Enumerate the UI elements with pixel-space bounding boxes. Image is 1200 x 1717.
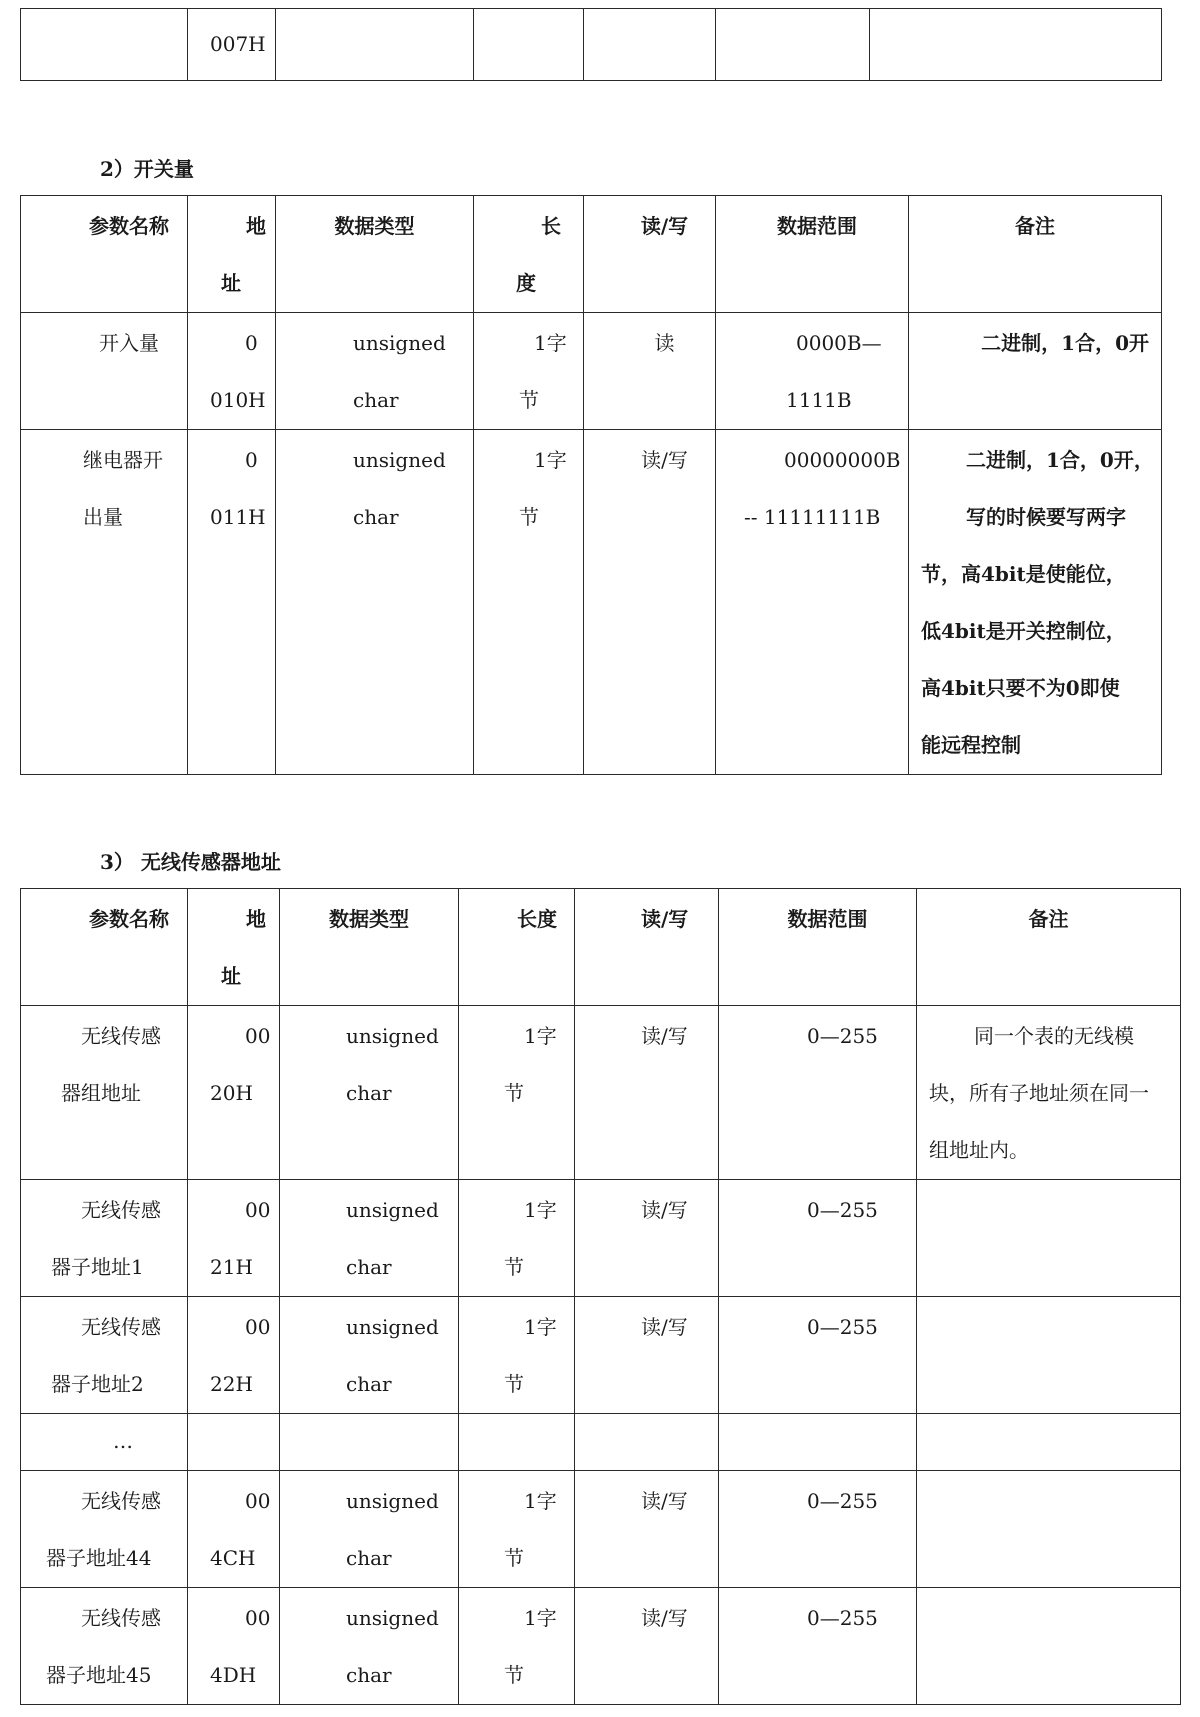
cell-range: 0—255 <box>719 1180 917 1297</box>
cell-name: 无线传感 器组地址 <box>21 1006 188 1180</box>
cell-length: 1字 节 <box>474 313 584 430</box>
cell <box>575 1414 719 1471</box>
cell <box>459 1414 575 1471</box>
cell-range: 0—255 <box>719 1471 917 1588</box>
table-row <box>21 313 1162 430</box>
section-3-title: 3） 无线传感器地址 <box>100 850 281 874</box>
cell-name: 无线传感 器子地址2 <box>21 1297 188 1414</box>
cell-address: 00 21H <box>188 1180 280 1297</box>
cell-length: 1字 节 <box>459 1180 575 1297</box>
cell-type: unsigned char <box>280 1180 459 1297</box>
cell-note: 二进制，1合，0开 <box>909 313 1162 430</box>
cell <box>716 9 870 81</box>
cell-rw: 读/写 <box>575 1297 719 1414</box>
switch-table <box>20 195 1162 775</box>
header-type: 数据类型 <box>280 889 459 1006</box>
cell-length: 1字 节 <box>459 1588 575 1705</box>
cell-name: … <box>21 1414 188 1471</box>
cell <box>584 9 716 81</box>
cell-address: 00 4DH <box>188 1588 280 1705</box>
cell-rw: 读 <box>584 313 716 430</box>
cell-range: 0000B— 1111B <box>716 313 909 430</box>
header-name: 参数名称 <box>21 196 188 313</box>
cell-name: 无线传感 器子地址44 <box>21 1471 188 1588</box>
cell-type: unsigned char <box>280 1006 459 1180</box>
cell <box>188 1414 280 1471</box>
header-length: 长 度 <box>474 196 584 313</box>
table-row <box>21 1471 1181 1588</box>
header-length: 长度 <box>459 889 575 1006</box>
header-rw: 读/写 <box>575 889 719 1006</box>
cell-type: unsigned char <box>280 1471 459 1588</box>
cell-note: 同一个表的无线模 块，所有子地址须在同一 组地址内。 <box>917 1006 1181 1180</box>
cell-length: 1字 节 <box>459 1471 575 1588</box>
table-row <box>21 1588 1181 1705</box>
header-name: 参数名称 <box>21 889 188 1006</box>
cell-type: unsigned char <box>280 1297 459 1414</box>
cell-type: unsigned char <box>276 313 474 430</box>
cell-rw: 读/写 <box>584 430 716 775</box>
cell-length: 1字 节 <box>474 430 584 775</box>
table-row <box>21 1006 1181 1180</box>
section-2-title: 2）开关量 <box>100 157 194 181</box>
cell-note <box>917 1471 1181 1588</box>
header-note: 备注 <box>909 196 1162 313</box>
cell-type: unsigned char <box>280 1588 459 1705</box>
cell-range: 0—255 <box>719 1297 917 1414</box>
cell-name: 继电器开 出量 <box>21 430 188 775</box>
ellipsis-row <box>21 1414 1181 1471</box>
cell-rw: 读/写 <box>575 1006 719 1180</box>
cell <box>280 1414 459 1471</box>
top-table-fragment <box>20 8 1162 81</box>
cell-type: unsigned char <box>276 430 474 775</box>
header-address: 地 址 <box>188 889 280 1006</box>
header-range: 数据范围 <box>719 889 917 1006</box>
cell-length: 1字 节 <box>459 1297 575 1414</box>
cell <box>719 1414 917 1471</box>
cell <box>917 1414 1181 1471</box>
cell-rw: 读/写 <box>575 1180 719 1297</box>
cell-note <box>917 1588 1181 1705</box>
cell-address: 00 4CH <box>188 1471 280 1588</box>
cell <box>276 9 474 81</box>
header-note: 备注 <box>917 889 1181 1006</box>
cell-name: 无线传感 器子地址45 <box>21 1588 188 1705</box>
header-row <box>21 196 1162 313</box>
header-address: 地 址 <box>188 196 276 313</box>
cell-range: 0—255 <box>719 1006 917 1180</box>
cell-range: 00000000B -- 11111111B <box>716 430 909 775</box>
cell-note <box>917 1297 1181 1414</box>
header-type: 数据类型 <box>276 196 474 313</box>
cell-note: 二进制，1合，0开， 写的时候要写两字 节，高4bit是使能位， 低4bit是开关控制位， 高4bit只要不为0即使 能远程控制 <box>909 430 1162 775</box>
cell-name: 无线传感 器子地址1 <box>21 1180 188 1297</box>
address-cell: 007H <box>188 9 276 81</box>
table-row <box>21 430 1162 775</box>
cell-length: 1字 节 <box>459 1006 575 1180</box>
cell-address: 0 010H <box>188 313 276 430</box>
cell-range: 0—255 <box>719 1588 917 1705</box>
header-row <box>21 889 1181 1006</box>
cell-name: 开入量 <box>21 313 188 430</box>
table-row <box>21 1297 1181 1414</box>
table-row <box>21 1180 1181 1297</box>
cell-rw: 读/写 <box>575 1471 719 1588</box>
cell <box>870 9 1162 81</box>
cell <box>21 9 188 81</box>
cell-address: 00 20H <box>188 1006 280 1180</box>
cell-address: 0 011H <box>188 430 276 775</box>
header-rw: 读/写 <box>584 196 716 313</box>
cell-note <box>917 1180 1181 1297</box>
wireless-sensor-table <box>20 888 1181 1705</box>
header-range: 数据范围 <box>716 196 909 313</box>
cell <box>474 9 584 81</box>
cell-rw: 读/写 <box>575 1588 719 1705</box>
cell-address: 00 22H <box>188 1297 280 1414</box>
